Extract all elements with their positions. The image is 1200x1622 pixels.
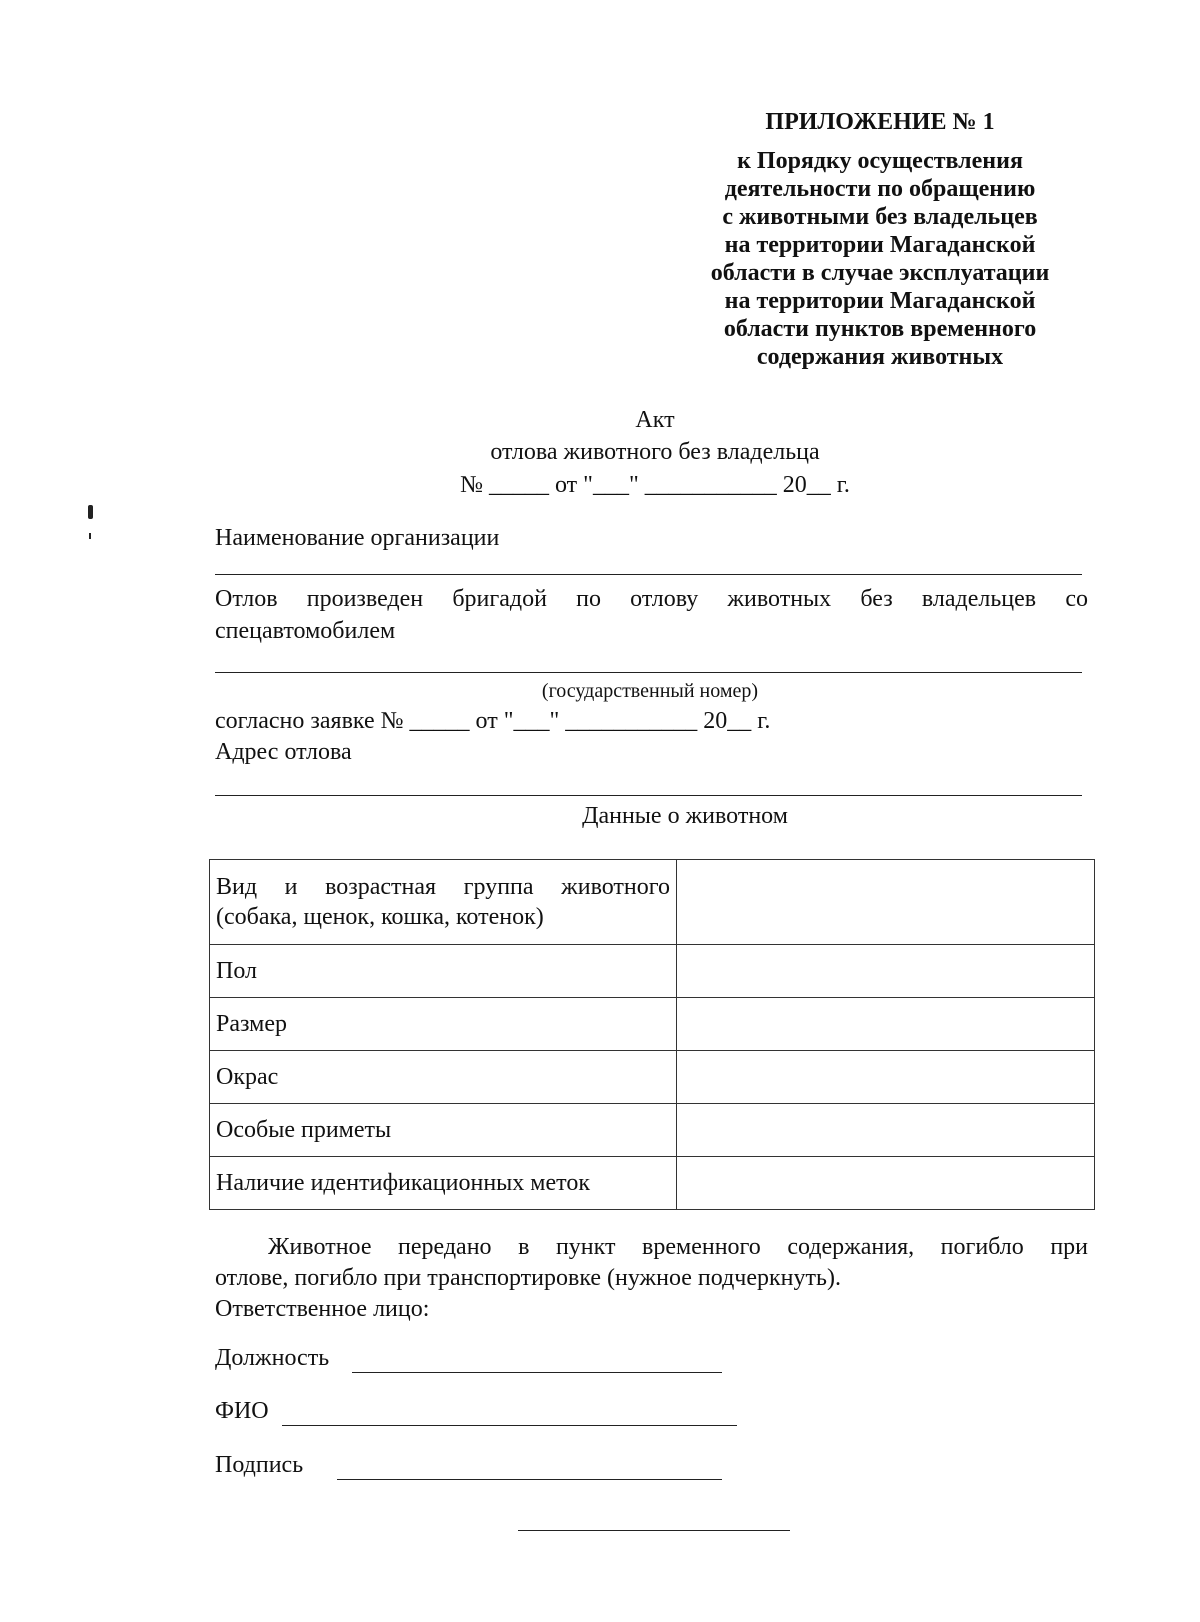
act-title: Акт (635, 407, 675, 433)
capture-line-2: спецавтомобилем (215, 618, 396, 644)
act-number-line: № _____ от "___" ___________ 20__ г. (460, 472, 850, 498)
table-cell-value[interactable] (677, 1104, 1095, 1157)
appendix-line-8: содержания животных (756, 344, 1004, 370)
org-rule (215, 574, 1082, 575)
scan-mark (89, 533, 91, 539)
plate-rule (215, 672, 1082, 673)
name-rule[interactable] (282, 1425, 737, 1426)
appendix-line-5: области в случае эксплуатации (710, 260, 1050, 286)
position-rule[interactable] (352, 1372, 722, 1373)
plate-caption: (государственный номер) (541, 680, 759, 702)
appendix-line-4: на территории Магаданской (724, 232, 1036, 258)
row-size-label: Размер (210, 998, 677, 1051)
request-line: согласно заявке № _____ от "___" ___________ 20__ г. (215, 708, 771, 734)
table-row (210, 1051, 1095, 1104)
row-color-label: Окрас (210, 1051, 677, 1104)
address-label: Адрес отлова (215, 739, 352, 765)
table-row (210, 945, 1095, 998)
scan-mark (88, 505, 93, 519)
row-sex-label: Пол (210, 945, 677, 998)
row-species-line-1: Вид и возрастная группа животного (216, 874, 670, 900)
row-marks-label: Особые приметы (210, 1104, 677, 1157)
table-row (210, 1157, 1095, 1210)
animal-heading: Данные о животном (582, 803, 788, 829)
closing-rule (518, 1530, 790, 1531)
table-row (210, 1104, 1095, 1157)
appendix-line-6: на территории Магаданской (724, 288, 1036, 314)
table-cell-value[interactable] (677, 1051, 1095, 1104)
sign-rule[interactable] (337, 1479, 722, 1480)
name-label: ФИО (215, 1398, 269, 1424)
position-label: Должность (215, 1345, 330, 1371)
outcome-line-1: Животное передано в пункт временного содержания, погибло при (268, 1234, 1088, 1260)
address-rule (215, 795, 1082, 796)
table-cell-label (210, 860, 677, 945)
act-subtitle: отлова животного без владельца (490, 439, 820, 465)
sign-label: Подпись (215, 1452, 304, 1478)
org-label: Наименование организации (215, 525, 500, 551)
capture-line-1: Отлов произведен бригадой по отлову животных без владельцев со (215, 586, 1088, 612)
table-row (210, 860, 1095, 945)
appendix-line-1: к Порядку осуществления (737, 148, 1023, 174)
appendix-line-2: деятельности по обращению (724, 176, 1036, 202)
row-id-tags-label: Наличие идентификационных меток (210, 1157, 677, 1210)
appendix-line-3: с животными без владельцев (722, 204, 1038, 230)
responsible-label: Ответственное лицо: (215, 1296, 430, 1322)
appendix-line-7: области пунктов временного (723, 316, 1037, 342)
outcome-line-2: отлове, погибло при транспортировке (нужное подчеркнуть). (215, 1265, 841, 1291)
appendix-title: ПРИЛОЖЕНИЕ № 1 (765, 109, 995, 135)
animal-table (209, 859, 1095, 1210)
table-cell-value[interactable] (677, 998, 1095, 1051)
table-row (210, 998, 1095, 1051)
table-cell-value[interactable] (677, 1157, 1095, 1210)
table-cell-value[interactable] (677, 945, 1095, 998)
row-species-line-2: (собака, щенок, кошка, котенок) (216, 904, 544, 930)
table-cell-value[interactable] (677, 860, 1095, 945)
